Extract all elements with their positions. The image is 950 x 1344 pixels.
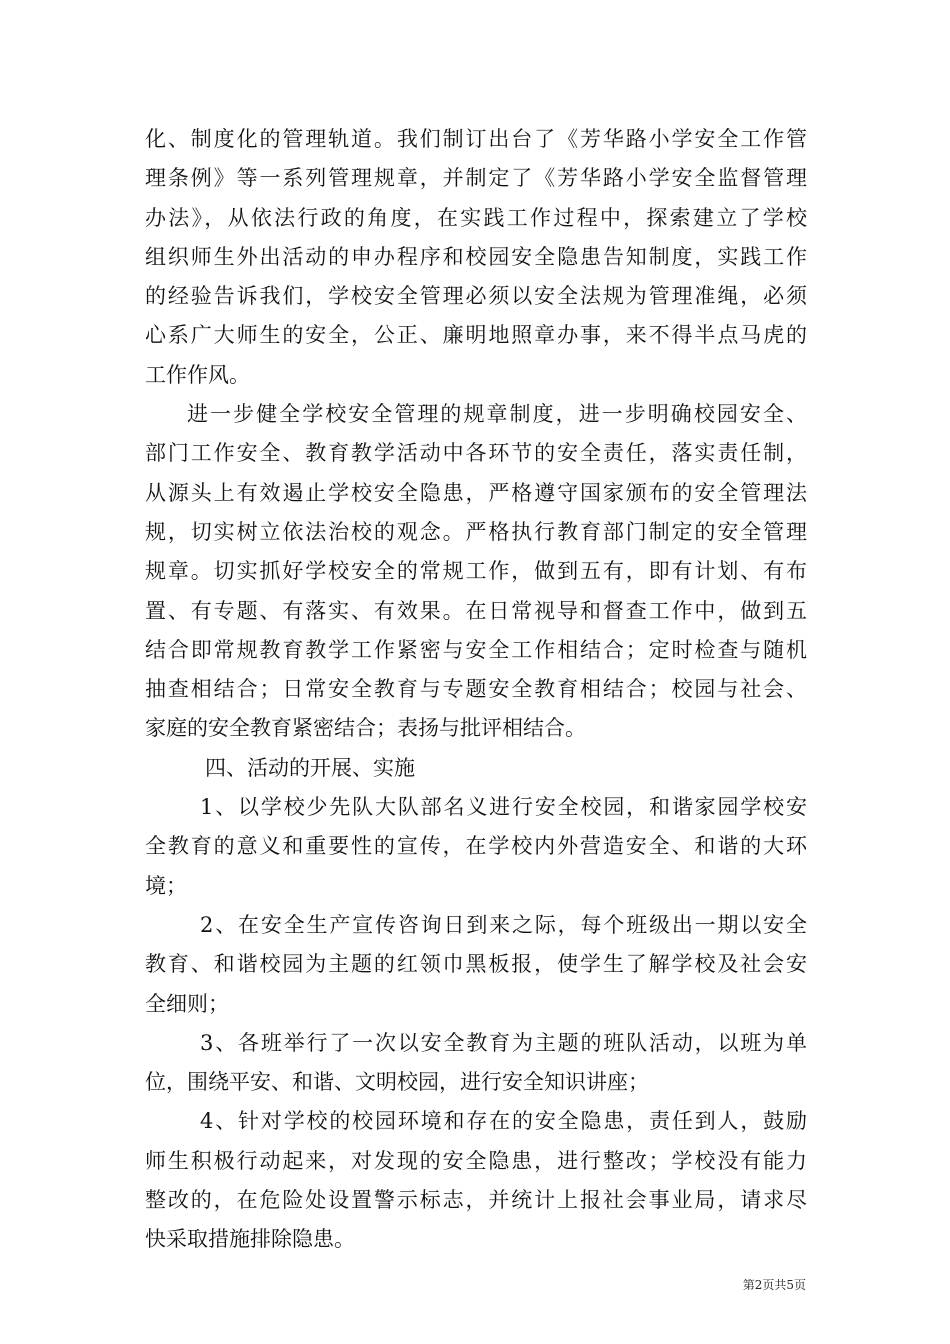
text-line: 的经验告诉我们，学校安全管理必须以安全法规为管理准绳，必须 (145, 284, 807, 309)
paragraph-1 (145, 120, 807, 395)
text-line: 从源头上有效遏止学校安全隐患，严格遵守国家颁布的安全管理法 (145, 480, 807, 505)
text-line: 化、制度化的管理轨道。我们制订出台了《芳华路小学安全工作管 (145, 127, 807, 151)
list-item-1 (145, 788, 807, 906)
text-line: 办法》，从依法行政的角度，在实践工作过程中，探索建立了学校 (145, 205, 807, 230)
text-line: 规章。切实抓好学校安全的常规工作，做到五有，即有计划、有布 (145, 559, 807, 584)
page-number-footer: 第2页共5页 (742, 1278, 806, 1292)
text-line: 家庭的安全教育紧密结合；表扬与批评相结合。 (145, 716, 586, 741)
text-line: 规，切实树立依法治校的观念。严格执行教育部门制定的安全管理 (145, 519, 807, 544)
text-line: 组织师生外出活动的申办程序和校园安全隐患告知制度，实践工作 (145, 244, 807, 269)
text-line: 置、有专题、有落实、有效果。在日常视导和督查工作中，做到五 (145, 598, 807, 623)
list-item-4 (145, 1102, 807, 1259)
list-item-2 (145, 906, 807, 1024)
text-line: 全教育的意义和重要性的宣传，在学校内外营造安全、和谐的大环 (145, 834, 807, 859)
text-line: 抽查相结合；日常安全教育与专题安全教育相结合；校园与社会、 (145, 677, 807, 702)
text-line: 心系广大师生的安全，公正、廉明地照章办事，来不得半点马虎的 (145, 323, 807, 348)
text-line: 进一步健全学校安全管理的规章制度，进一步明确校园安全、 (187, 402, 807, 427)
paragraph-2 (145, 395, 807, 749)
list-item-3 (145, 1024, 807, 1103)
text-line: 2、在安全生产宣传咨询日到来之际，每个班级出一期以安全 (200, 912, 807, 937)
text-line: 境； (145, 873, 187, 898)
document-body (145, 120, 807, 1260)
text-line: 工作作风。 (145, 362, 250, 387)
text-line: 部门工作安全、教育教学活动中各环节的安全责任，落实责任制， (145, 441, 807, 466)
section-heading: 四、活动的开展、实施 (205, 755, 415, 780)
text-line: 快采取措施排除隐患。 (145, 1227, 355, 1252)
text-line: 整改的，在危险处设置警示标志，并统计上报社会事业局，请求尽 (145, 1188, 807, 1213)
text-line: 位，围绕平安、和谐、文明校园，进行安全知识讲座； (145, 1070, 649, 1095)
text-line: 师生积极行动起来，对发现的安全隐患，进行整改；学校没有能力 (145, 1148, 807, 1173)
text-line: 理条例》等一系列管理规章，并制定了《芳华路小学安全监督管理 (145, 166, 807, 191)
text-line: 教育、和谐校园为主题的红领巾黑板报，使学生了解学校及社会安 (145, 952, 807, 977)
text-line: 4、针对学校的校园环境和存在的安全隐患，责任到人，鼓励 (200, 1109, 807, 1134)
text-line: 结合即常规教育教学工作紧密与安全工作相结合；定时检查与随机 (145, 637, 807, 662)
text-line: 全细则； (145, 991, 229, 1016)
text-line: 3、各班举行了一次以安全教育为主题的班队活动，以班为单 (200, 1030, 807, 1055)
text-line: 1、以学校少先队大队部名义进行安全校园，和谐家园学校安 (200, 795, 807, 820)
section-heading-4 (145, 749, 807, 788)
